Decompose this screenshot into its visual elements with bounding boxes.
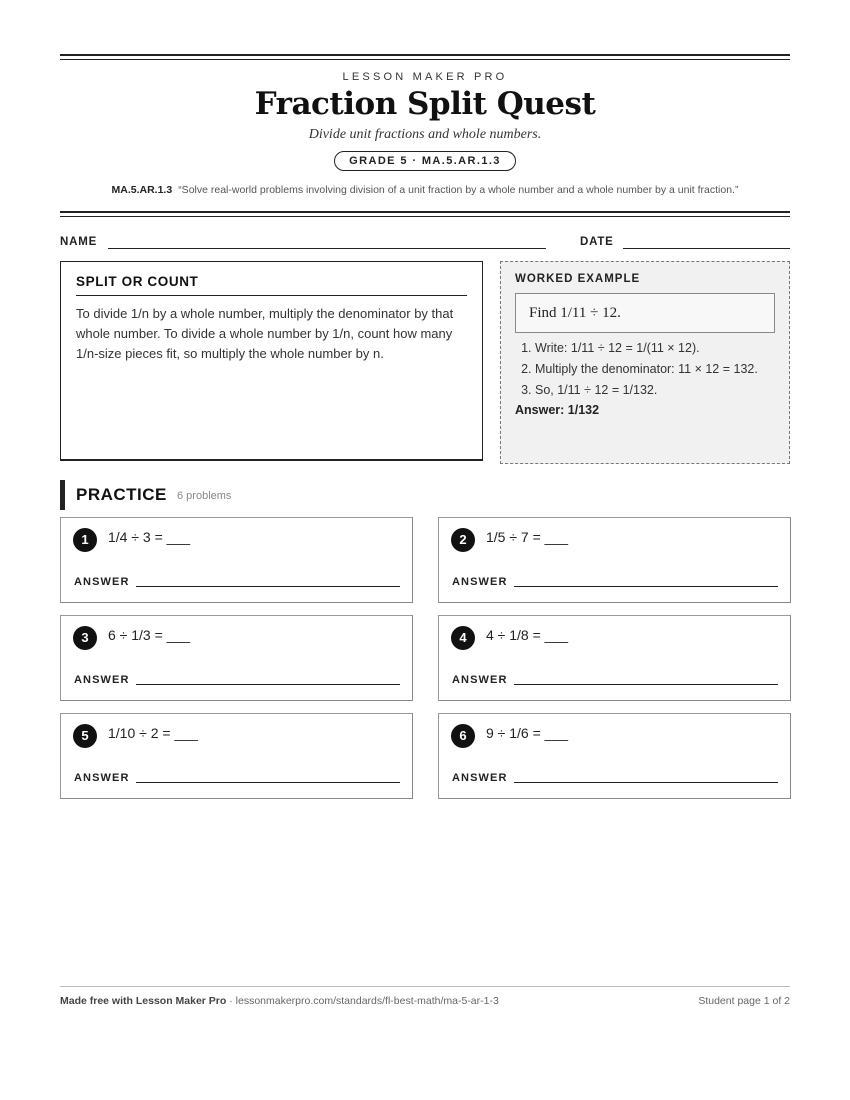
worked-example-problem: Find 1/11 ÷ 12. <box>515 293 775 333</box>
footer-page-number: Student page 1 of 2 <box>698 995 790 1007</box>
problem-card <box>60 615 413 701</box>
practice-header <box>60 480 790 510</box>
practice-count: 6 problems <box>177 490 232 502</box>
problem-number-badge: 2 <box>451 528 475 552</box>
answer-field[interactable] <box>514 586 778 587</box>
problem-card <box>60 713 413 799</box>
answer-field[interactable] <box>514 684 778 685</box>
page-subtitle: Divide unit fractions and whole numbers. <box>308 127 542 142</box>
problem-text: 1/5 ÷ 7 = ___ <box>486 529 569 545</box>
problem-text: 4 ÷ 1/8 = ___ <box>486 627 569 643</box>
concept-heading: SPLIT OR COUNT <box>76 274 467 296</box>
practice-accent-bar <box>60 480 65 510</box>
problem-text: 1/10 ÷ 2 = ___ <box>108 725 198 741</box>
student-fields <box>60 234 790 254</box>
problem-card <box>60 517 413 603</box>
concept-box <box>60 261 483 461</box>
date-label: DATE <box>580 236 614 248</box>
concept-body: To divide 1/n by a whole number, multiply the denominator by that whole number. To divide a whole number by 1/n, count how many 1/n-size pieces fit, so multiply the whole number by n. <box>76 306 454 361</box>
worked-example-steps <box>515 340 775 398</box>
problem-number-badge: 6 <box>451 724 475 748</box>
problem-text: 9 ÷ 1/6 = ___ <box>486 725 569 741</box>
lesson-boxes <box>60 261 790 464</box>
grade-standard-badge: GRADE 5 · MA.5.AR.1.3 <box>334 151 516 171</box>
worked-step: 1. Write: 1/11 ÷ 12 = 1/(11 × 12). <box>535 340 775 356</box>
answer-label: ANSWER <box>452 576 508 588</box>
answer-field[interactable] <box>136 782 400 783</box>
worksheet-page <box>60 54 790 803</box>
answer-label: ANSWER <box>74 576 130 588</box>
practice-problems <box>60 517 790 803</box>
problem-number-badge: 4 <box>451 626 475 650</box>
problem-text: 1/4 ÷ 3 = ___ <box>108 529 191 545</box>
problem-card <box>438 615 791 701</box>
footer-url: · lessonmakerpro.com/standards/fl-best-math/ma-5-ar-1-3 <box>226 995 499 1007</box>
answer-field[interactable] <box>136 684 400 685</box>
answer-label: ANSWER <box>452 772 508 784</box>
date-field[interactable] <box>623 248 790 249</box>
worked-example-box <box>500 261 790 464</box>
answer-field[interactable] <box>514 782 778 783</box>
answer-label: ANSWER <box>452 674 508 686</box>
worked-step: 2. Multiply the denominator: 11 × 12 = 132. <box>535 361 775 377</box>
standard-text: “Solve real-world problems involving division of a unit fraction by a whole number and a whole number by a unit fraction.” <box>178 184 739 196</box>
answer-field[interactable] <box>136 586 400 587</box>
brand-name: LESSON MAKER PRO <box>342 71 508 83</box>
page-footer <box>60 986 790 1007</box>
problem-number-badge: 3 <box>73 626 97 650</box>
practice-title: PRACTICE <box>76 485 167 504</box>
worked-example-heading: WORKED EXAMPLE <box>515 273 641 285</box>
answer-label: ANSWER <box>74 772 130 784</box>
standard-statement <box>60 184 790 196</box>
problem-text: 6 ÷ 1/3 = ___ <box>108 627 191 643</box>
header-bottom-rule <box>60 211 790 217</box>
problem-card <box>438 517 791 603</box>
answer-label: ANSWER <box>74 674 130 686</box>
problem-number-badge: 1 <box>73 528 97 552</box>
standard-code: MA.5.AR.1.3 <box>111 184 173 196</box>
name-field[interactable] <box>108 248 546 249</box>
problem-number-badge: 5 <box>73 724 97 748</box>
name-label: NAME <box>60 236 98 248</box>
problem-card <box>438 713 791 799</box>
worked-example-answer: Answer: 1/132 <box>515 403 600 417</box>
grade-pill-row <box>60 151 790 175</box>
footer-made-with: Made free with Lesson Maker Pro <box>60 995 227 1007</box>
worked-step: 3. So, 1/11 ÷ 12 = 1/132. <box>535 382 775 398</box>
header-top-rule <box>60 54 790 60</box>
page-title: Fraction Split Quest <box>254 86 596 122</box>
